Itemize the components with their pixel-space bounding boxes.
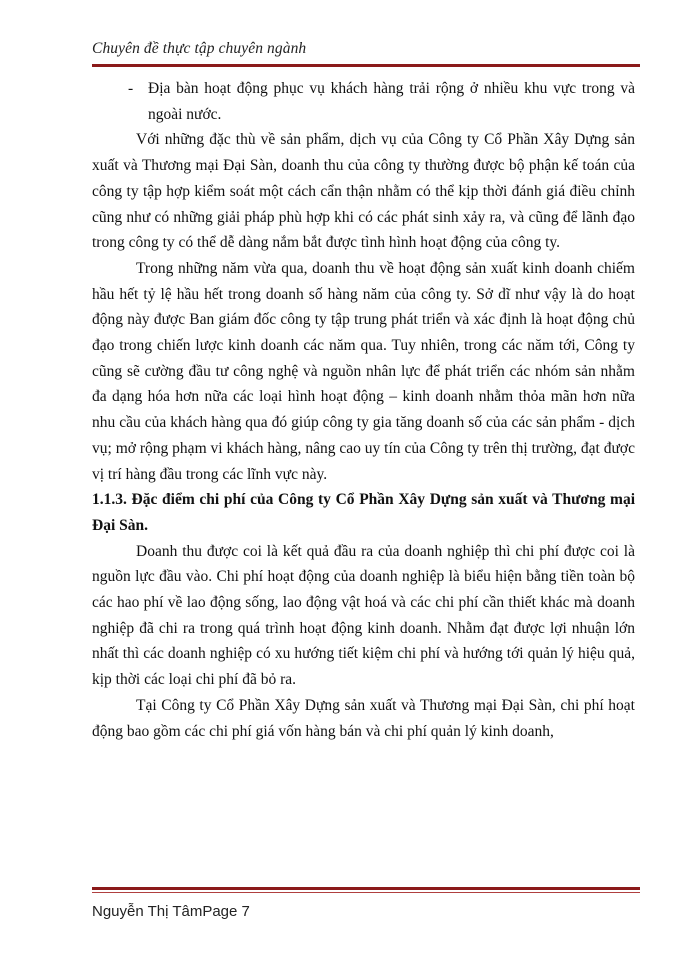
bullet-marker: - — [128, 80, 134, 97]
footer-rule-thin — [92, 892, 640, 893]
section-paragraph-2: Tại Công ty Cổ Phần Xây Dựng sản xuất và Thương mại Đại Sàn, chi phí hoạt động bao gồm các chi phí giá vốn hàng bán và chi phí quản lý kinh doanh, — [92, 696, 635, 740]
bullet-text: Địa bàn hoạt động phục vụ khách hàng trải rộng ở nhiều khu vực trong và ngoài nước. — [148, 80, 635, 123]
paragraph-1: Với những đặc thù về sản phẩm, dịch vụ của Công ty Cổ Phần Xây Dựng sản xuất và Thương mại Đại Sàn, doanh thu của công ty thường được bộ phận kế toán của công ty tập hợp kiểm soát một cách cẩn thận nhằm có thể kịp thời đánh giá điều chỉnh cũng như có những giải pháp phù hợp khi có các phát sinh xảy ra, và cũng để lãnh đạo trong công ty có thể dễ dàng nắm bắt được tình hình hoạt động của công ty. — [92, 131, 635, 252]
page-footer: Nguyễn Thị TâmPage 7 — [92, 903, 250, 920]
section-heading: 1.1.3. Đặc điểm chi phí của Công ty Cổ Phần Xây Dựng sản xuất và Thương mại Đại Sàn. — [92, 491, 635, 534]
header-rule — [92, 64, 640, 67]
paragraph-2: Trong những năm vừa qua, doanh thu về hoạt động sản xuất kinh doanh chiếm hầu hết tỷ lệ hầu hết trong doanh số hàng năm của công ty. Sở dĩ như vậy là do hoạt động này được Ban giám đốc công ty tập trung phát triển và xác định là hoạt động chủ đạo trong chiến lược kinh doanh các năm qua. Tuy nhiên, trong các năm tới, Công ty cũng sẽ cường đầu tư công nghệ và nguồn nhân lực để phát triển các nhóm sản nhằm đa dạng hóa hơn nữa các loại hình hoạt động – kinh doanh nhằm thỏa mãn hơn nữa nhu cầu của khách hàng qua đó giúp công ty gia tăng doanh số của các sản phẩm - dịch vụ; mở rộng phạm vi khách hàng, nâng cao uy tín của Công ty trên thị trường, đạt được vị trí hàng đầu trong các lĩnh vực này. — [92, 259, 635, 483]
section-paragraph-1: Doanh thu được coi là kết quả đầu ra của doanh nghiệp thì chi phí được coi là nguồn lực đầu vào. Chi phí hoạt động của doanh nghiệp là biểu hiện bằng tiền toàn bộ các hao phí về lao động sống, lao động vật hoá và các chi phí cần thiết khác mà doanh nghiệp đã chi ra trong quá trình hoạt động kinh doanh. Nhằm đạt được lợi nhuận lớn nhất thì các doanh nghiệp có xu hướng tiết kiệm chi phí và hướng tới quản lý hiệu quả, kịp thời các loại chi phí đã bỏ ra. — [92, 542, 635, 689]
page-header: Chuyên đề thực tập chuyên ngành — [92, 40, 307, 57]
document-body — [92, 76, 635, 744]
footer-rule-thick — [92, 887, 640, 890]
bullet-item — [92, 76, 635, 127]
